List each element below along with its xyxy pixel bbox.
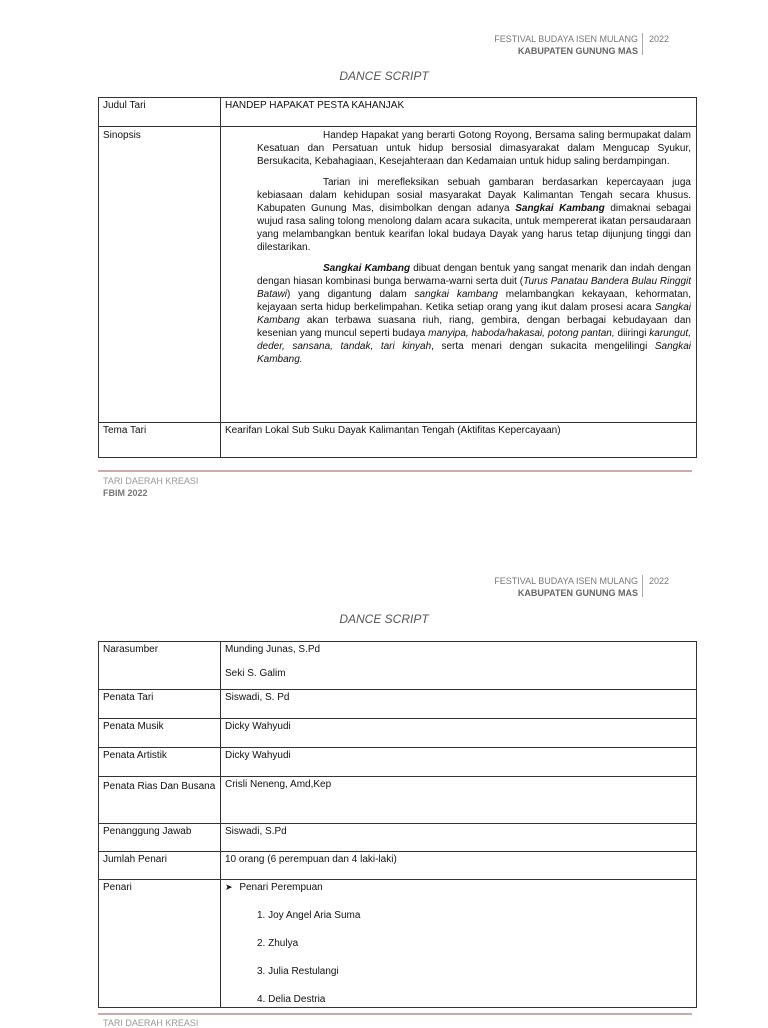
table-row-narasumber xyxy=(99,642,697,690)
page1-title: DANCE SCRIPT xyxy=(339,69,429,83)
page2-footer-rule xyxy=(98,1013,692,1015)
page2-footer-category: TARI DAERAH KREASI xyxy=(103,1018,199,1028)
row-label: Penanggung Jawab xyxy=(99,824,221,852)
page1-header xyxy=(430,33,638,57)
festival-name: FESTIVAL BUDAYA ISEN MULANG xyxy=(494,34,638,44)
synopsis-paragraph-3: Sangkai Kambang dibuat dengan bentuk yang sangat menarik dan indah dengan dengan hiasan kombinasi bunga berwarna-warni serta duit (Turus Panatau Bandera Bulau Ringgit Batawi) yang digantung dalam sangkai kambang melambangkan kekayaan, kehormatan, kejayaan serta hidup berkelimpahan. Ketika setiap orang yang ikut dalam prosesi acara Sangkai Kambang akan terbawa suasana riuh, riang, gembira, dengan berbagai kebudayaan dan kesenian yang muncul seperti budaya manyipa, haboda/hakasai, potong pantan, diiringi karungut, deder, sansana, tandak, tari kinyah, serta menari dengan sukacita mengelilingi Sangkai Kambang. xyxy=(257,263,692,365)
row-value: Dicky Wahyudi xyxy=(221,719,697,748)
table-row xyxy=(99,852,697,880)
table-row-judul xyxy=(99,98,697,127)
row-label: Penata Tari xyxy=(99,690,221,719)
table-row-tema xyxy=(99,423,697,458)
header-year: 2022 xyxy=(642,575,669,597)
kabupaten-name: KABUPATEN GUNUNG MAS xyxy=(517,588,638,598)
row-value: HANDEP HAPAKAT PESTA KAHANJAK xyxy=(221,98,697,127)
header-year: 2022 xyxy=(642,33,669,55)
row-value: Siswadi, S.Pd xyxy=(221,824,697,852)
festival-name: FESTIVAL BUDAYA ISEN MULANG xyxy=(494,576,638,586)
page1-footer-category: TARI DAERAH KREASI xyxy=(103,476,199,486)
table-row xyxy=(99,824,697,852)
row-value: Kearifan Lokal Sub Suku Dayak Kalimantan Tengah (Aktifitas Kepercayaan) xyxy=(221,423,697,458)
page2-title: DANCE SCRIPT xyxy=(339,612,429,626)
row-label: Jumlah Penari xyxy=(99,852,221,880)
synopsis-cell xyxy=(221,127,697,423)
row-label: Penata Rias Dan Busana xyxy=(99,777,221,824)
row-label: Penari xyxy=(99,880,221,1008)
narasumber-1: Munding Junas, S.Pd xyxy=(225,644,321,655)
row-value: Dicky Wahyudi xyxy=(221,748,697,777)
penari-group xyxy=(225,881,692,894)
list-item: 1. Joy Angel Aria Suma xyxy=(257,910,361,921)
row-value xyxy=(221,880,697,1008)
list-item: 4. Delia Destria xyxy=(257,994,326,1005)
row-label: Penata Musik xyxy=(99,719,221,748)
table-row-penari xyxy=(99,880,697,1008)
table-row xyxy=(99,748,697,777)
table-row-sinopsis xyxy=(99,127,697,423)
list-item: 2. Zhulya xyxy=(257,938,299,949)
arrow-bullet-icon: ➤ xyxy=(225,882,233,892)
penari-group-label: Penari Perempuan xyxy=(239,882,323,893)
table-row xyxy=(99,777,697,824)
page2-table xyxy=(98,641,697,1008)
row-value: Crisli Neneng, Amd,Kep xyxy=(221,777,697,824)
page2-header xyxy=(430,575,638,599)
table-row xyxy=(99,690,697,719)
row-value: Siswadi, S. Pd xyxy=(221,690,697,719)
page1-footer-rule xyxy=(98,470,692,472)
page1-table xyxy=(98,97,697,458)
narasumber-2: Seki S. Galim xyxy=(225,668,286,679)
kabupaten-name: KABUPATEN GUNUNG MAS xyxy=(517,46,638,56)
row-label: Judul Tari xyxy=(99,98,221,127)
synopsis-paragraph-1: Handep Hapakat yang berarti Gotong Royong, Bersama saling bermupakat dalam Kesatuan dan Persatuan untuk hidup bersosial dimasyarakat dalam Mengucap Syukur, Bersukacita, Kebahagiaan, Kesejahteraan dan Kedamaian untuk hidup saling berdampingan. xyxy=(257,130,691,167)
row-value: 10 orang (6 perempuan dan 4 laki-laki) xyxy=(221,852,697,880)
page1-footer-event: FBIM 2022 xyxy=(103,488,148,498)
row-label: Narasumber xyxy=(99,642,221,690)
row-value xyxy=(221,642,697,690)
row-label: Penata Artistik xyxy=(99,748,221,777)
row-label: Tema Tari xyxy=(99,423,221,458)
table-row xyxy=(99,719,697,748)
row-label: Sinopsis xyxy=(99,127,221,423)
list-item: 3. Julia Restulangi xyxy=(257,966,339,977)
synopsis-paragraph-2: Tarian ini merefleksikan sebuah gambaran berdasarkan kepercayaan juga kebiasaan dalam kehidupan sosial masyarakat Dayak Kalimantan Tengah secara khusus. Kabupaten Gunung Mas, disimbolkan dengan adanya Sangkai Kambang dimaknai sebagai wujud rasa saling tolong menolong dalam acara sukacita, untuk mempererat ikatan persaudaraan yang melambangkan bentuk kearifan lokal budaya Dayak yang harus tetap dijunjung tinggi dan dilestarikan. xyxy=(257,177,691,253)
